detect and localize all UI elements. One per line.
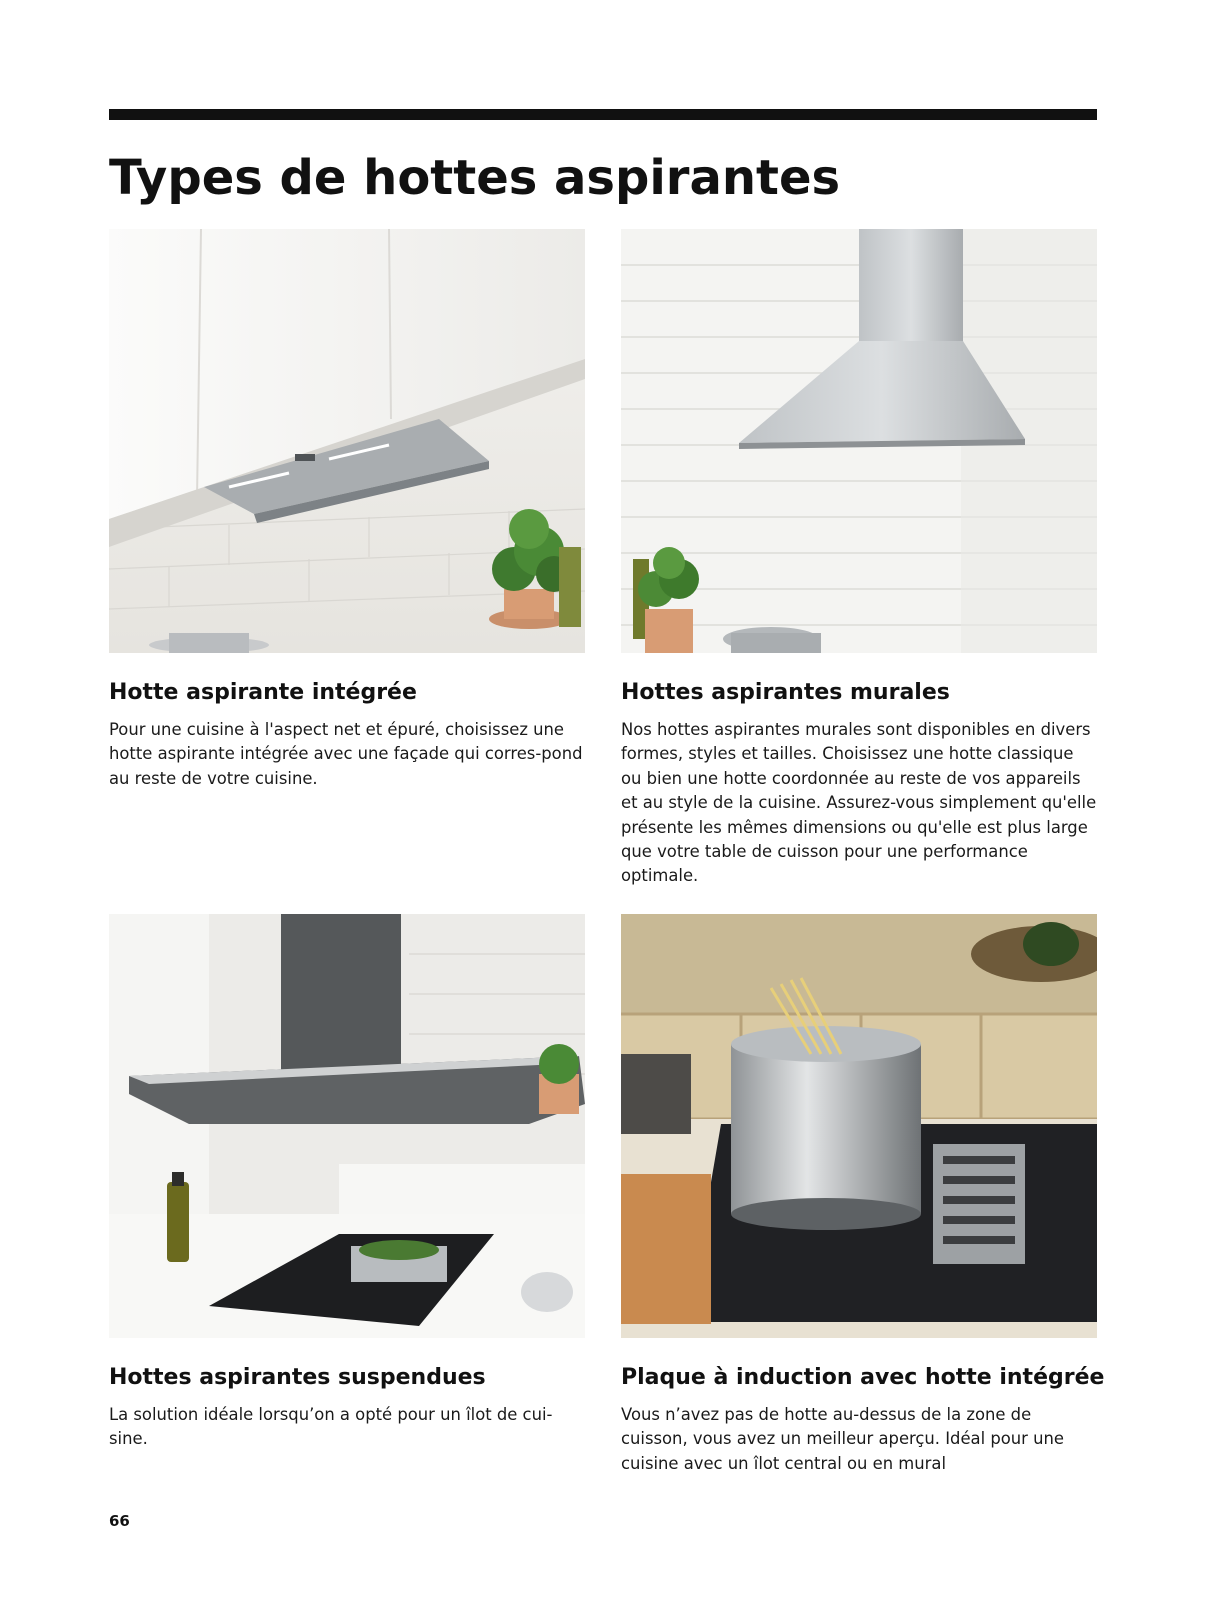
induction-hood-photo (621, 914, 1097, 1338)
card-text: Vous n’avez pas de hotte au-dessus de la zone de cuisson, vous avez un meilleur aperçu. Idéal pour une cuisine avec un îlot central ou en mural (621, 1405, 1064, 1473)
card-heading: Plaque à induction avec hotte intégrée (621, 1365, 1105, 1390)
card-heading: Hottes aspirantes suspendues (109, 1365, 486, 1390)
wall-hood-photo (621, 229, 1097, 653)
card-text: Nos hottes aspirantes murales sont disponibles en divers formes, styles et tailles. Choisissez une hotte classique ou bien une hotte coordonnée au reste de vos appareils et au style de la cuisine. Assurez-vous simplement qu'elle présente les mêmes dimensions ou qu'elle est plus large que votre table de cuisson pour une performance optimale. (621, 720, 1097, 886)
card-induction-hood (621, 914, 1105, 1476)
page-title: Types de hottes aspirantes (109, 150, 841, 206)
card-wall-hood (621, 229, 1097, 889)
card-heading: Hotte aspirante intégrée (109, 680, 417, 705)
page-number: 66 (109, 1512, 130, 1530)
card-integrated-hood (109, 229, 585, 791)
card-heading: Hottes aspirantes murales (621, 680, 950, 705)
card-island-hood (109, 914, 585, 1452)
island-hood-photo (109, 914, 585, 1338)
top-rule (109, 109, 1097, 120)
card-text: La solution idéale lorsqu’on a opté pour un îlot de cui-sine. (109, 1405, 553, 1449)
card-text: Pour une cuisine à l'aspect net et épuré, choisissez une hotte aspirante intégrée avec une façade qui corres-pond au reste de votre cuisine. (109, 720, 583, 788)
integrated-hood-photo (109, 229, 585, 653)
